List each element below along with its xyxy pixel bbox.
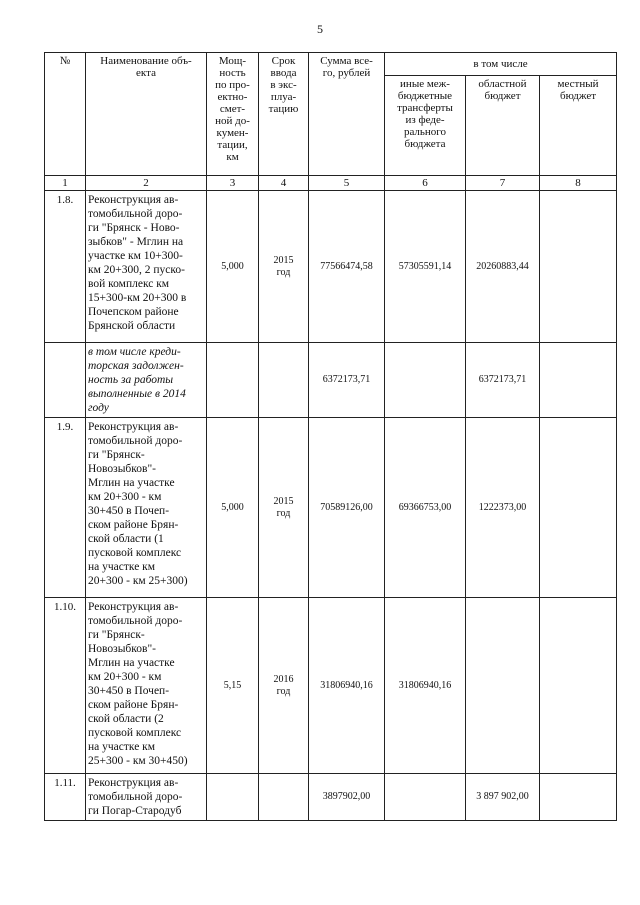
table-row (45, 343, 617, 418)
row-federal: 31806940,16 (385, 598, 466, 774)
row-regional: 6372173,71 (466, 343, 540, 418)
column-index: 3 (207, 176, 259, 191)
row-num: 1.10. (45, 598, 86, 774)
header-capacity: Мощ- ность по про- ектно- смет- ной до- кумен- тации, км (207, 53, 259, 176)
row-sum: 77566474,58 (309, 191, 385, 343)
row-federal: 57305591,14 (385, 191, 466, 343)
column-index: 6 (385, 176, 466, 191)
budget-table (44, 52, 617, 821)
row-name: в том числе креди- торская задолжен- ность за работы выполненные в 2014 году (86, 343, 207, 418)
header-regional: областной бюджет (466, 76, 540, 176)
column-index: 5 (309, 176, 385, 191)
row-capacity: 5,000 (207, 191, 259, 343)
table-body (45, 176, 617, 821)
row-federal (385, 343, 466, 418)
row-term (259, 343, 309, 418)
row-regional: 1222373,00 (466, 418, 540, 598)
header-federal: иные меж- бюджетные трансферты из феде- рального бюджета (385, 76, 466, 176)
row-capacity: 5,15 (207, 598, 259, 774)
column-index: 1 (45, 176, 86, 191)
row-num: 1.11. (45, 774, 86, 821)
page-number: 5 (317, 22, 323, 36)
row-federal (385, 774, 466, 821)
column-index: 7 (466, 176, 540, 191)
header-name: Наименование объ- екта (86, 53, 207, 176)
header-num: № (45, 53, 86, 176)
row-name: Реконструкция ав- томобильной доро- ги "Брянск- Новозыбков"- Мглин на участке км 20+300 - км 30+450 в Почеп- ском районе Брян- ской области (1 пусковой комплекс на участке км 20+300 - км 25+300) (86, 418, 207, 598)
header-sum: Сумма все- го, рублей (309, 53, 385, 176)
row-sum: 3897902,00 (309, 774, 385, 821)
row-capacity (207, 774, 259, 821)
row-name: Реконструкция ав- томобильной доро- ги "Брянск- Новозыбков"- Мглин на участке км 20+300 - км 30+450 в Почеп- ском районе Брян- ской области (2 пусковой комплекс на участке км 25+300 - км 30+450) (86, 598, 207, 774)
row-regional: 20260883,44 (466, 191, 540, 343)
row-name: Реконструкция ав- томобильной доро- ги "Брянск - Ново- зыбков" - Мглин на участке км 10+300- км 20+300, 2 пуско- вой комплекс км 15+300-км 20+300 в Почепском районе Брянской области (86, 191, 207, 343)
row-local (540, 343, 617, 418)
row-sum: 6372173,71 (309, 343, 385, 418)
row-num: 1.8. (45, 191, 86, 343)
table-row (45, 598, 617, 774)
row-local (540, 774, 617, 821)
row-regional: 3 897 902,00 (466, 774, 540, 821)
row-term: 2016 год (259, 598, 309, 774)
row-capacity (207, 343, 259, 418)
row-num (45, 343, 86, 418)
row-federal: 69366753,00 (385, 418, 466, 598)
row-local (540, 418, 617, 598)
row-local (540, 191, 617, 343)
row-capacity: 5,000 (207, 418, 259, 598)
table-row (45, 418, 617, 598)
row-name: Реконструкция ав- томобильной доро- ги Погар-Стародуб (86, 774, 207, 821)
header-term: Срок ввода в экс- плуа- тацию (259, 53, 309, 176)
row-num: 1.9. (45, 418, 86, 598)
row-regional (466, 598, 540, 774)
row-term: 2015 год (259, 191, 309, 343)
column-index: 2 (86, 176, 207, 191)
row-sum: 31806940,16 (309, 598, 385, 774)
row-sum: 70589126,00 (309, 418, 385, 598)
table-row (45, 774, 617, 821)
row-term (259, 774, 309, 821)
column-index: 4 (259, 176, 309, 191)
row-local (540, 598, 617, 774)
header-including: в том числе (385, 53, 617, 76)
table-row (45, 191, 617, 343)
row-term: 2015 год (259, 418, 309, 598)
column-index: 8 (540, 176, 617, 191)
column-index-row (45, 176, 617, 191)
header-local: местный бюджет (540, 76, 617, 176)
